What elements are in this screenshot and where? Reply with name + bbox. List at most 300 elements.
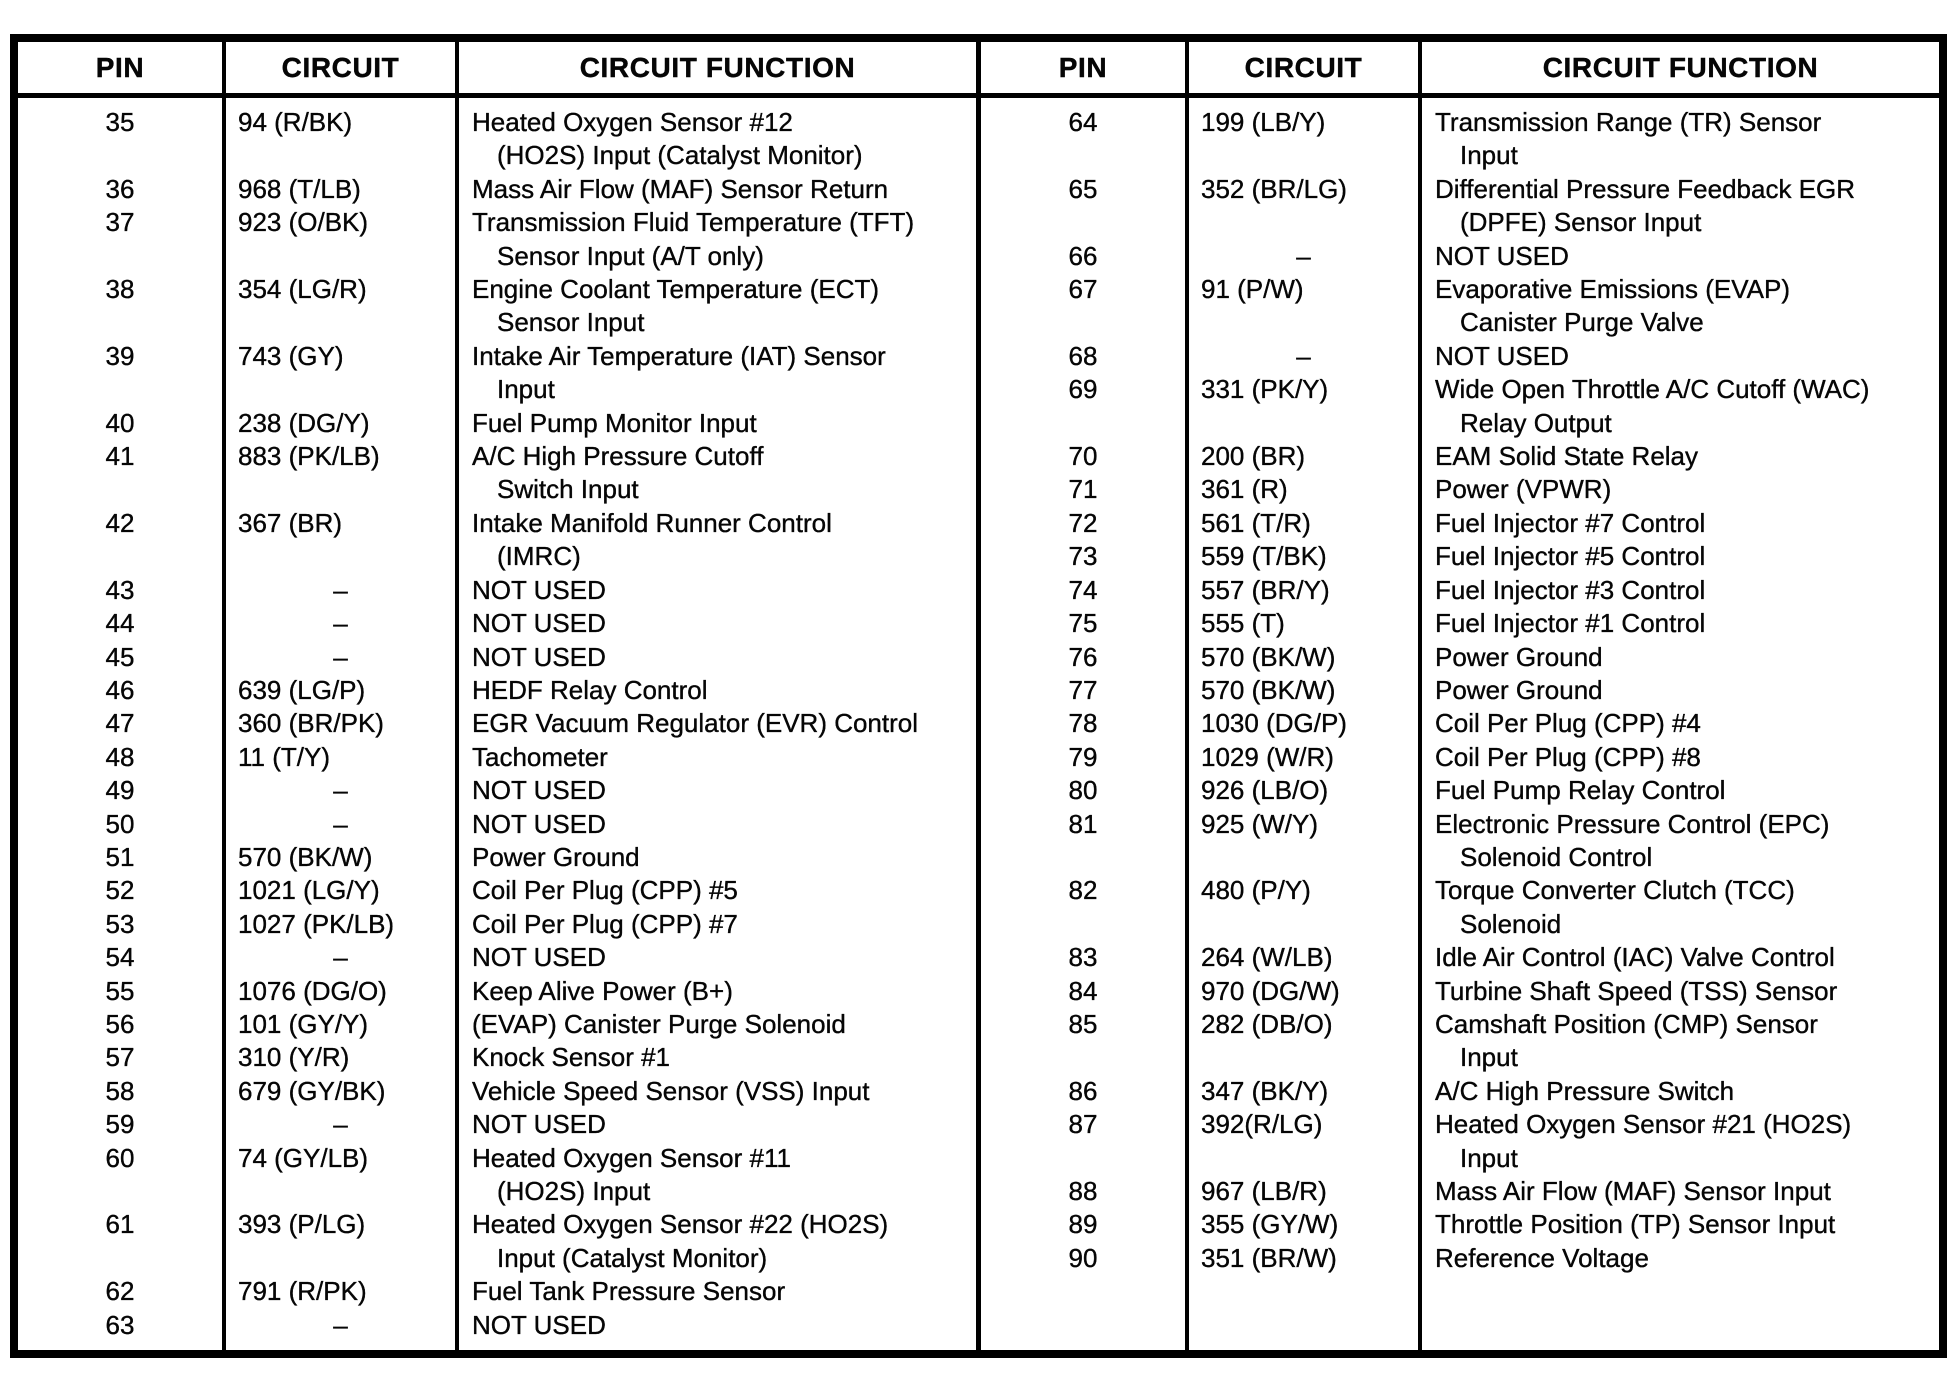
function-cell	[1422, 741, 1939, 774]
circuit-cell: 331 (PK/Y)	[1189, 373, 1422, 440]
function-cell	[459, 774, 976, 807]
pin-cell: 45	[18, 641, 226, 674]
circuit-cell: 360 (BR/PK)	[226, 707, 459, 740]
function-line: Input	[1460, 140, 1518, 171]
table-row	[18, 1142, 976, 1209]
pin-cell: 84	[981, 975, 1189, 1008]
circuit-cell: 199 (LB/Y)	[1189, 106, 1422, 173]
table-row	[18, 674, 976, 707]
function-line: (DPFE) Sensor Input	[1460, 207, 1702, 238]
function-line: Canister Purge Valve	[1460, 307, 1704, 338]
pin-cell: 53	[18, 908, 226, 941]
function-line: Power Ground	[1435, 641, 1603, 672]
pin-cell: 52	[18, 874, 226, 907]
circuit-cell: –	[226, 641, 459, 674]
function-line: Solenoid	[1460, 908, 1562, 939]
function-cell	[459, 1309, 976, 1342]
pin-cell: 80	[981, 774, 1189, 807]
table-row	[18, 841, 976, 874]
function-line: A/C High Pressure Switch	[1435, 1075, 1735, 1106]
pin-cell: 73	[981, 540, 1189, 573]
function-line: Fuel Injector #5 Control	[1435, 541, 1706, 572]
table-row	[981, 774, 1939, 807]
table-row	[18, 741, 976, 774]
function-cell	[1422, 808, 1939, 875]
function-cell	[1422, 975, 1939, 1008]
function-line: Fuel Pump Monitor Input	[472, 407, 757, 438]
table-row	[981, 106, 1939, 173]
function-cell	[1422, 774, 1939, 807]
pin-cell: 66	[981, 240, 1189, 273]
pin-cell: 40	[18, 407, 226, 440]
pin-cell: 70	[981, 440, 1189, 473]
table-header-row	[18, 42, 976, 98]
function-line: Knock Sensor #1	[472, 1042, 671, 1073]
function-cell	[459, 340, 976, 407]
table-row	[981, 874, 1939, 941]
spacer-row	[981, 98, 1939, 106]
pin-cell: 68	[981, 340, 1189, 373]
function-cell	[459, 1208, 976, 1275]
circuit-cell: 1021 (LG/Y)	[226, 874, 459, 907]
fill-row	[18, 1342, 976, 1350]
function-line: A/C High Pressure Cutoff	[472, 441, 764, 472]
circuit-cell: 1029 (W/R)	[1189, 741, 1422, 774]
pin-cell: 48	[18, 741, 226, 774]
pin-cell: 46	[18, 674, 226, 707]
circuit-cell: 200 (BR)	[1189, 440, 1422, 473]
pin-cell: 77	[981, 674, 1189, 707]
circuit-cell	[1189, 1275, 1422, 1350]
function-line: Heated Oxygen Sensor #21 (HO2S)	[1435, 1109, 1852, 1140]
function-cell	[459, 440, 976, 507]
pin-cell: 38	[18, 273, 226, 340]
function-line: Coil Per Plug (CPP) #7	[472, 908, 738, 939]
pin-cell: 90	[981, 1242, 1189, 1275]
function-cell	[459, 707, 976, 740]
header-circuit-function: CIRCUIT FUNCTION	[579, 51, 856, 83]
pin-cell: 76	[981, 641, 1189, 674]
circuit-cell: 238 (DG/Y)	[226, 407, 459, 440]
circuit-cell: 743 (GY)	[226, 340, 459, 407]
function-line: NOT USED	[472, 942, 606, 973]
function-line: (HO2S) Input	[497, 1176, 651, 1206]
fill-row	[981, 1275, 1939, 1350]
pin-cell: 82	[981, 874, 1189, 941]
function-line: Fuel Injector #3 Control	[1435, 574, 1706, 605]
circuit-cell: –	[1189, 340, 1422, 373]
function-cell	[459, 874, 976, 907]
table-row	[981, 741, 1939, 774]
table-row	[981, 273, 1939, 340]
circuit-cell: 392(R/LG)	[1189, 1108, 1422, 1175]
table-body-left	[18, 98, 976, 1350]
function-line: Fuel Tank Pressure Sensor	[472, 1276, 786, 1307]
function-line: Keep Alive Power (B+)	[472, 975, 733, 1006]
function-line: Evaporative Emissions (EVAP)	[1435, 274, 1790, 305]
function-line: Power Ground	[1435, 674, 1603, 705]
function-line: Idle Air Control (IAC) Valve Control	[1435, 942, 1835, 973]
circuit-cell: 74 (GY/LB)	[226, 1142, 459, 1209]
pin-cell: 55	[18, 975, 226, 1008]
table-row	[18, 908, 976, 941]
table-row	[18, 641, 976, 674]
header-pin: PIN	[18, 42, 226, 93]
circuit-cell: 393 (P/LG)	[226, 1208, 459, 1275]
pinout-table-right-half	[981, 42, 1939, 1350]
pin-cell: 64	[981, 106, 1189, 173]
function-line: Mass Air Flow (MAF) Sensor Input	[1435, 1176, 1831, 1206]
function-cell	[459, 1041, 976, 1074]
header-circuit: CIRCUIT	[226, 42, 459, 93]
pin-cell: 87	[981, 1108, 1189, 1175]
table-row	[18, 1075, 976, 1108]
table-row	[981, 340, 1939, 373]
function-cell	[1422, 674, 1939, 707]
function-line: Fuel Injector #7 Control	[1435, 507, 1706, 538]
circuit-cell: 968 (T/LB)	[226, 173, 459, 206]
function-line: EGR Vacuum Regulator (EVR) Control	[472, 708, 919, 739]
pin-cell: 86	[981, 1075, 1189, 1108]
circuit-cell: 679 (GY/BK)	[226, 1075, 459, 1108]
function-line: Power Ground	[472, 841, 640, 872]
table-row	[18, 1208, 976, 1275]
function-cell	[1422, 874, 1939, 941]
function-line: Vehicle Speed Sensor (VSS) Input	[472, 1075, 870, 1106]
circuit-cell: 1027 (PK/LB)	[226, 908, 459, 941]
circuit-cell: 561 (T/R)	[1189, 507, 1422, 540]
circuit-cell: 557 (BR/Y)	[1189, 574, 1422, 607]
function-cell	[459, 674, 976, 707]
function-line: Coil Per Plug (CPP) #8	[1435, 741, 1701, 772]
table-row	[18, 206, 976, 273]
function-cell	[1422, 373, 1939, 440]
function-line: NOT USED	[472, 775, 606, 806]
table-row	[981, 473, 1939, 506]
function-line: Solenoid Control	[1460, 841, 1653, 872]
circuit-cell: 351 (BR/W)	[1189, 1242, 1422, 1275]
function-line: Heated Oxygen Sensor #12	[472, 107, 793, 137]
table-row	[18, 1275, 976, 1308]
function-line: Differential Pressure Feedback EGR	[1435, 173, 1856, 204]
circuit-cell: 1076 (DG/O)	[226, 975, 459, 1008]
spacer-row	[18, 98, 976, 106]
table-row	[981, 440, 1939, 473]
function-line: NOT USED	[472, 1109, 606, 1140]
pin-cell: 36	[18, 173, 226, 206]
function-cell	[459, 841, 976, 874]
function-cell	[1422, 98, 1939, 106]
circuit-cell: 361 (R)	[1189, 473, 1422, 506]
circuit-cell: 791 (R/PK)	[226, 1275, 459, 1308]
table-row	[18, 340, 976, 407]
function-cell	[459, 641, 976, 674]
circuit-cell: 11 (T/Y)	[226, 741, 459, 774]
table-row	[981, 975, 1939, 1008]
function-cell	[1422, 1008, 1939, 1075]
function-cell	[1422, 607, 1939, 640]
circuit-cell: –	[226, 574, 459, 607]
pin-cell: 78	[981, 707, 1189, 740]
circuit-cell: –	[1189, 240, 1422, 273]
function-line: Camshaft Position (CMP) Sensor	[1435, 1008, 1818, 1039]
header-circuit: CIRCUIT	[1189, 42, 1422, 93]
table-row	[981, 1208, 1939, 1241]
circuit-cell: 923 (O/BK)	[226, 206, 459, 273]
table-row	[18, 774, 976, 807]
function-line: (HO2S) Input (Catalyst Monitor)	[497, 140, 863, 171]
pin-cell: 74	[981, 574, 1189, 607]
table-row	[18, 507, 976, 574]
pcm-pinout-table	[10, 34, 1947, 1358]
function-cell	[1422, 1208, 1939, 1241]
function-cell	[1422, 641, 1939, 674]
circuit-cell: 639 (LG/P)	[226, 674, 459, 707]
circuit-cell: 926 (LB/O)	[1189, 774, 1422, 807]
function-cell	[459, 808, 976, 841]
function-line: Relay Output	[1460, 407, 1612, 438]
function-cell	[459, 607, 976, 640]
function-line: NOT USED	[472, 808, 606, 839]
function-cell	[459, 273, 976, 340]
function-cell	[1422, 273, 1939, 340]
table-row	[18, 1041, 976, 1074]
pin-cell: 88	[981, 1175, 1189, 1208]
table-row	[981, 707, 1939, 740]
table-row	[981, 173, 1939, 240]
function-line: Input (Catalyst Monitor)	[497, 1242, 768, 1273]
pin-cell: 59	[18, 1108, 226, 1141]
table-row	[18, 941, 976, 974]
function-cell	[459, 741, 976, 774]
function-line: Throttle Position (TP) Sensor Input	[1435, 1209, 1836, 1240]
function-cell	[1422, 540, 1939, 573]
function-cell	[1422, 707, 1939, 740]
function-cell	[1422, 1175, 1939, 1208]
table-row	[981, 674, 1939, 707]
table-row	[18, 1008, 976, 1041]
function-line: Reference Voltage	[1435, 1242, 1649, 1273]
function-cell	[459, 1275, 976, 1308]
function-line: Sensor Input (A/T only)	[497, 240, 764, 271]
function-line: Input	[1460, 1142, 1518, 1173]
circuit-cell: 282 (DB/O)	[1189, 1008, 1422, 1075]
table-row	[18, 607, 976, 640]
table-row	[981, 373, 1939, 440]
circuit-cell: 883 (PK/LB)	[226, 440, 459, 507]
function-cell	[459, 173, 976, 206]
function-cell	[1422, 574, 1939, 607]
circuit-cell: 967 (LB/R)	[1189, 1175, 1422, 1208]
pin-cell: 83	[981, 941, 1189, 974]
table-row	[18, 808, 976, 841]
header-pin: PIN	[981, 42, 1189, 93]
function-line: Power (VPWR)	[1435, 474, 1612, 505]
function-line: NOT USED	[472, 1309, 606, 1340]
table-row	[981, 240, 1939, 273]
pin-cell: 42	[18, 507, 226, 574]
function-cell	[1422, 240, 1939, 273]
pin-cell: 81	[981, 808, 1189, 875]
circuit-cell: 559 (T/BK)	[1189, 540, 1422, 573]
pin-cell: 47	[18, 707, 226, 740]
pin-cell: 39	[18, 340, 226, 407]
circuit-cell: 570 (BK/W)	[1189, 641, 1422, 674]
function-line: HEDF Relay Control	[472, 674, 708, 705]
table-row	[18, 173, 976, 206]
pin-cell: 44	[18, 607, 226, 640]
pin-cell: 62	[18, 1275, 226, 1308]
function-cell	[1422, 941, 1939, 974]
function-cell	[1422, 507, 1939, 540]
pin-cell: 75	[981, 607, 1189, 640]
pin-cell: 57	[18, 1041, 226, 1074]
table-row	[18, 707, 976, 740]
function-cell	[459, 206, 976, 273]
pin-cell: 60	[18, 1142, 226, 1209]
function-line: Turbine Shaft Speed (TSS) Sensor	[1435, 975, 1838, 1006]
function-cell	[459, 1342, 976, 1350]
function-line: Switch Input	[497, 474, 639, 505]
table-row	[981, 607, 1939, 640]
pin-cell: 49	[18, 774, 226, 807]
pinout-table-left-half	[18, 42, 976, 1350]
function-line: Heated Oxygen Sensor #22 (HO2S)	[472, 1209, 889, 1240]
pin-cell: 69	[981, 373, 1189, 440]
table-row	[981, 808, 1939, 875]
table-header-row	[981, 42, 1939, 98]
table-row	[18, 874, 976, 907]
function-cell	[459, 1075, 976, 1108]
circuit-cell: –	[226, 941, 459, 974]
function-cell	[1422, 1242, 1939, 1275]
table-row	[18, 273, 976, 340]
function-line: NOT USED	[472, 608, 606, 639]
table-row	[981, 574, 1939, 607]
pin-cell: 67	[981, 273, 1189, 340]
table-row	[18, 407, 976, 440]
pin-cell: 65	[981, 173, 1189, 240]
pin-cell: 50	[18, 808, 226, 841]
table-row	[981, 1242, 1939, 1275]
pin-cell: 79	[981, 741, 1189, 774]
function-cell	[459, 106, 976, 173]
function-line: NOT USED	[1435, 240, 1569, 271]
function-cell	[1422, 340, 1939, 373]
function-line: Fuel Pump Relay Control	[1435, 775, 1726, 806]
function-line: Electronic Pressure Control (EPC)	[1435, 808, 1830, 839]
circuit-cell: 310 (Y/R)	[226, 1041, 459, 1074]
function-cell	[459, 507, 976, 574]
circuit-cell: 264 (W/LB)	[1189, 941, 1422, 974]
pin-cell: 61	[18, 1208, 226, 1275]
circuit-cell: 570 (BK/W)	[1189, 674, 1422, 707]
table-row	[18, 1108, 976, 1141]
circuit-cell: 367 (BR)	[226, 507, 459, 574]
table-row	[18, 106, 976, 173]
function-cell	[459, 941, 976, 974]
function-line: Intake Air Temperature (IAT) Sensor	[472, 340, 886, 371]
pin-cell	[18, 1342, 226, 1350]
function-cell	[1422, 106, 1939, 173]
function-line: Engine Coolant Temperature (ECT)	[472, 274, 880, 305]
function-line: NOT USED	[472, 641, 606, 672]
pin-cell: 51	[18, 841, 226, 874]
pin-cell: 35	[18, 106, 226, 173]
pin-cell	[18, 98, 226, 106]
function-line: Sensor Input	[497, 307, 645, 338]
circuit-cell: –	[226, 607, 459, 640]
circuit-cell: 355 (GY/W)	[1189, 1208, 1422, 1241]
pin-cell: 37	[18, 206, 226, 273]
function-cell	[459, 407, 976, 440]
circuit-cell: –	[226, 774, 459, 807]
circuit-cell: 101 (GY/Y)	[226, 1008, 459, 1041]
pin-cell: 72	[981, 507, 1189, 540]
circuit-cell	[226, 1342, 459, 1350]
circuit-cell: –	[226, 1309, 459, 1342]
function-cell	[1422, 1075, 1939, 1108]
pin-cell: 71	[981, 473, 1189, 506]
function-cell	[1422, 473, 1939, 506]
function-line: Heated Oxygen Sensor #11	[472, 1142, 791, 1173]
function-cell	[459, 98, 976, 106]
table-row	[981, 1108, 1939, 1175]
function-line: Coil Per Plug (CPP) #4	[1435, 708, 1701, 739]
header-circuit-function: CIRCUIT FUNCTION	[1542, 51, 1819, 83]
circuit-cell: 555 (T)	[1189, 607, 1422, 640]
pin-cell	[981, 1275, 1189, 1350]
function-cell	[459, 1108, 976, 1141]
function-line: Transmission Fluid Temperature (TFT)	[472, 207, 915, 238]
table-row	[18, 975, 976, 1008]
function-line: Coil Per Plug (CPP) #5	[472, 875, 738, 906]
pin-cell: 58	[18, 1075, 226, 1108]
function-line: Torque Converter Clutch (TCC)	[1435, 875, 1795, 906]
function-line: Input	[497, 374, 555, 405]
table-row	[18, 1309, 976, 1342]
function-cell	[1422, 440, 1939, 473]
table-row	[981, 507, 1939, 540]
pin-cell: 85	[981, 1008, 1189, 1075]
function-cell	[459, 1142, 976, 1209]
pin-cell: 41	[18, 440, 226, 507]
circuit-cell: –	[226, 808, 459, 841]
circuit-cell: 354 (LG/R)	[226, 273, 459, 340]
circuit-cell: 925 (W/Y)	[1189, 808, 1422, 875]
function-cell	[459, 574, 976, 607]
function-line: NOT USED	[472, 574, 606, 605]
pin-cell: 56	[18, 1008, 226, 1041]
function-cell	[459, 908, 976, 941]
pin-cell: 43	[18, 574, 226, 607]
function-line: Fuel Injector #1 Control	[1435, 608, 1706, 639]
function-line: Tachometer	[472, 741, 608, 772]
circuit-cell: 480 (P/Y)	[1189, 874, 1422, 941]
function-line: (IMRC)	[497, 541, 581, 572]
circuit-cell	[226, 98, 459, 106]
circuit-cell	[1189, 98, 1422, 106]
table-body-right	[981, 98, 1939, 1350]
function-line: Intake Manifold Runner Control	[472, 507, 832, 538]
table-row	[981, 641, 1939, 674]
circuit-cell: 91 (P/W)	[1189, 273, 1422, 340]
pin-cell	[981, 98, 1189, 106]
function-line: Mass Air Flow (MAF) Sensor Return	[472, 173, 889, 204]
function-line: Transmission Range (TR) Sensor	[1435, 107, 1822, 137]
function-line: NOT USED	[1435, 340, 1569, 371]
circuit-cell: 970 (DG/W)	[1189, 975, 1422, 1008]
